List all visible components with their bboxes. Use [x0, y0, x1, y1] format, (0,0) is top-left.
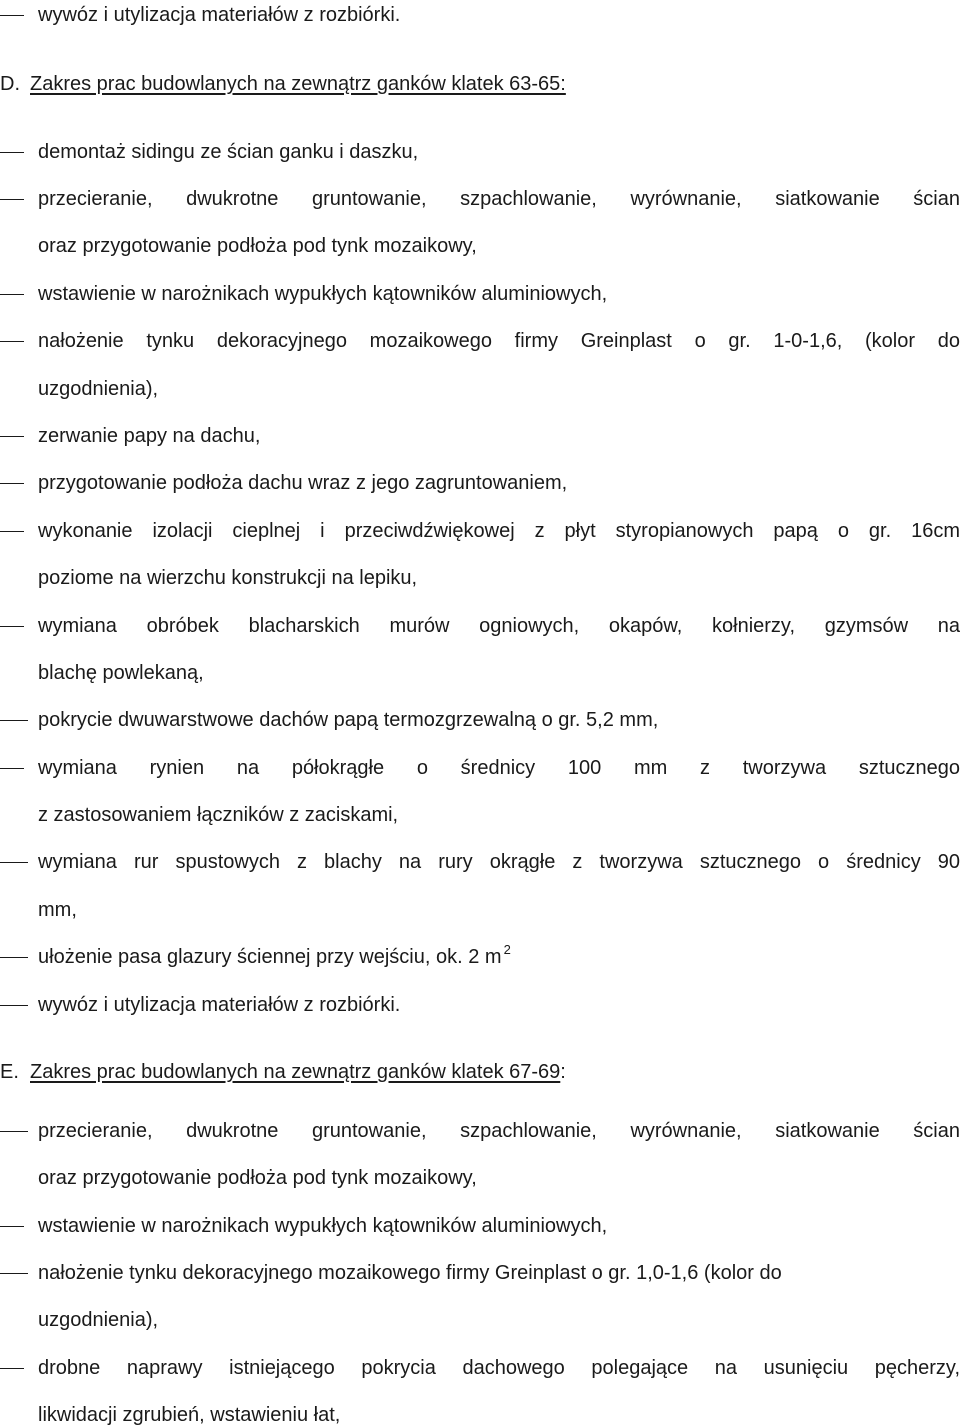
list-item-text: przecieranie, dwukrotne gruntowanie, szpachlowanie, wyrównanie, siatkowanie ścian [38, 1120, 960, 1142]
dash-bullet [0, 1368, 24, 1369]
section-title: Zakres prac budowlanych na zewnątrz ganków klatek 63-65: [30, 73, 566, 95]
dash-bullet [0, 626, 24, 627]
list-item-main-text: ułożenie pasa glazury ściennej przy wejściu, ok. 2 m [38, 946, 502, 968]
list-item-text: wywóz i utylizacja materiałów z rozbiórki. [38, 994, 401, 1016]
list-item-text: wymiana rur spustowych z blachy na rury okrągłe z tworzywa sztucznego o średnicy 90 [38, 851, 960, 873]
list-item-continuation: z zastosowaniem łączników z zaciskami, [38, 804, 399, 826]
list-item-text: wstawienie w narożnikach wypukłych kątowników aluminiowych, [38, 283, 608, 305]
section-letter: D. [0, 73, 20, 95]
dash-bullet [0, 531, 24, 532]
dash-bullet [0, 294, 24, 295]
list-item-text: wymiana obróbek blacharskich murów ogniowych, okapów, kołnierzy, gzymsów na [38, 615, 960, 637]
dash-bullet [0, 957, 28, 958]
list-item-continuation: likwidacji zgrubień, wstawieniu łat, [38, 1404, 341, 1426]
dash-bullet [0, 1226, 24, 1227]
dash-bullet [0, 15, 24, 16]
list-item-text: wywóz i utylizacja materiałów z rozbiórki. [38, 4, 401, 26]
list-item-text: nałożenie tynku dekoracyjnego mozaikowego firmy Greinplast o gr. 1-0-1,6, (kolor do [38, 330, 960, 352]
section-heading-e [0, 1059, 960, 1085]
list-item-continuation: mm, [38, 899, 77, 921]
list-item-text: nałożenie tynku dekoracyjnego mozaikowego firmy Greinplast o gr. 1,0-1,6 (kolor do [38, 1262, 782, 1284]
dash-bullet [0, 199, 24, 200]
dash-bullet [0, 483, 24, 484]
list-item-text: przygotowanie podłoża dachu wraz z jego zagruntowaniem, [38, 472, 568, 494]
dash-bullet [0, 768, 24, 769]
dash-bullet [0, 152, 24, 153]
superscript: 2 [503, 942, 511, 957]
list-item-text: wstawienie w narożnikach wypukłych kątowników aluminiowych, [38, 1215, 608, 1237]
section-heading-d [0, 71, 960, 97]
list-item-continuation: poziome na wierzchu konstrukcji na lepiku, [38, 567, 418, 589]
dash-bullet [0, 341, 24, 342]
list-item-text: pokrycie dwuwarstwowe dachów papą termozgrzewalną o gr. 5,2 mm, [38, 709, 659, 731]
section-title: Zakres prac budowlanych na zewnątrz ganków klatek 67-69 [30, 1061, 561, 1083]
section-title-colon: : [560, 1061, 566, 1083]
section-letter: E. [0, 1061, 19, 1083]
list-item-text: drobne naprawy istniejącego pokrycia dachowego polegające na usunięciu pęcherzy, [38, 1357, 960, 1379]
list-item-text [38, 944, 960, 972]
list-item-continuation: oraz przygotowanie podłoża pod tynk mozaikowy, [38, 1167, 477, 1189]
dash-bullet [0, 1131, 28, 1132]
list-item-continuation: uzgodnienia), [38, 378, 159, 400]
list-item-text: przecieranie, dwukrotne gruntowanie, szpachlowanie, wyrównanie, siatkowanie ścian [38, 188, 960, 210]
dash-bullet [0, 720, 28, 721]
dash-bullet [0, 436, 24, 437]
list-item-text: wykonanie izolacji cieplnej i przeciwdźwiękowej z płyt styropianowych papą o gr. 16cm [38, 520, 960, 542]
dash-bullet [0, 1005, 28, 1006]
list-item-text: zerwanie papy na dachu, [38, 425, 261, 447]
list-item-text: demontaż sidingu ze ścian ganku i daszku, [38, 141, 419, 163]
list-item-continuation: blachę powlekaną, [38, 662, 204, 684]
dash-bullet [0, 1273, 28, 1274]
dash-bullet [0, 862, 28, 863]
list-item-continuation: oraz przygotowanie podłoża pod tynk mozaikowy, [38, 235, 477, 257]
list-item-continuation: uzgodnienia), [38, 1309, 159, 1331]
list-item-text: wymiana rynien na półokrągłe o średnicy 100 mm z tworzywa sztucznego [38, 757, 960, 779]
